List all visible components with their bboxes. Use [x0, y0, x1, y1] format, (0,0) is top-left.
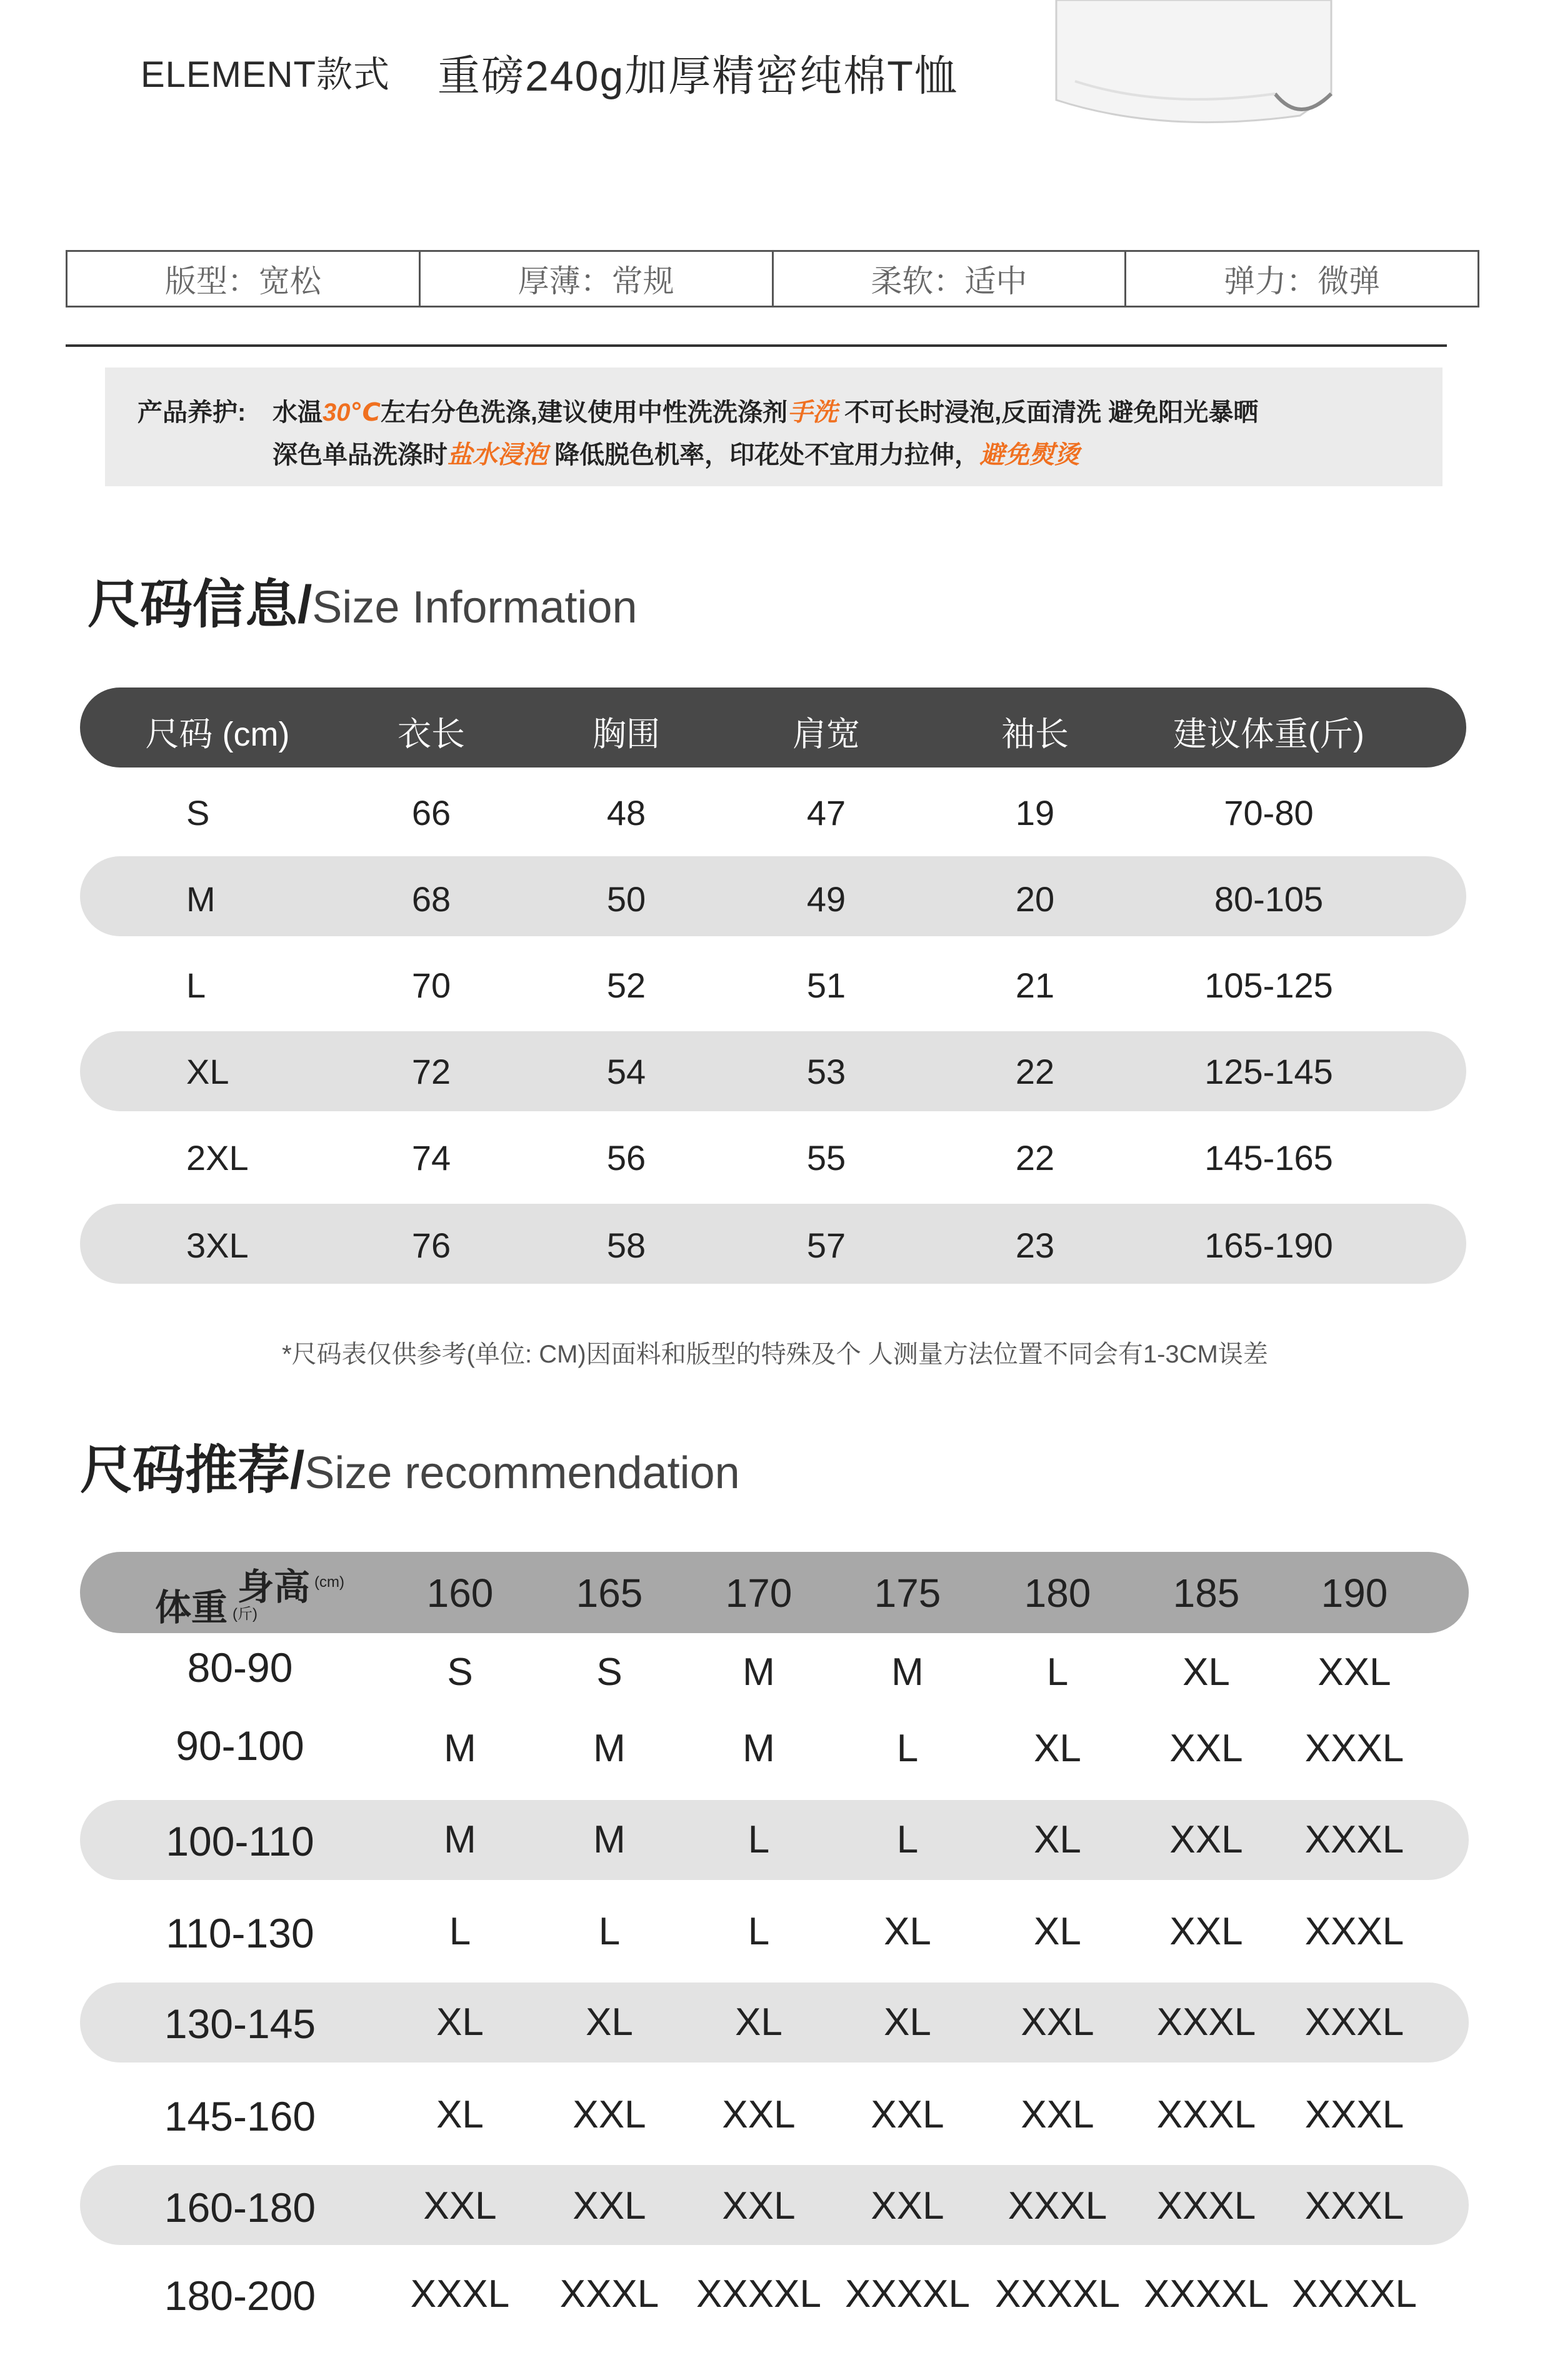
weight-unit-label: (斤)	[232, 1606, 258, 1622]
recommended-size-cell: XXXXL	[696, 2272, 821, 2316]
recommended-size-cell: XXXXL	[1292, 2272, 1417, 2316]
recommended-size-cell: L	[748, 1910, 770, 1953]
height-header-cell: 175	[874, 1571, 941, 1616]
care-text: 水温	[272, 399, 322, 426]
table-cell: 53	[806, 1052, 846, 1091]
table-cell: 52	[606, 966, 646, 1005]
care-highlight: 盐水浸泡	[448, 441, 548, 469]
table-cell: 54	[606, 1052, 646, 1091]
table-cell: 105-125	[1204, 966, 1333, 1005]
recommended-size-cell: L	[449, 1910, 471, 1953]
care-text: 降低脱色机率，印花处不宜用力拉伸，	[548, 441, 980, 469]
height-header-cell: 165	[576, 1571, 643, 1616]
table-cell: 74	[411, 1138, 451, 1178]
care-label: 产品养护:	[138, 399, 246, 426]
care-highlight: 手洗	[788, 399, 838, 426]
size-label-cell: S	[186, 793, 210, 832]
recommended-size-cell: XXL	[1021, 2001, 1094, 2044]
table-cell: 70-80	[1224, 793, 1314, 832]
recommended-size-cell: XL	[884, 2001, 931, 2044]
recommended-size-cell: XXL	[1169, 1818, 1243, 1861]
recommended-size-cell: XL	[1034, 1727, 1081, 1770]
recommended-size-cell: XXXL	[1304, 1818, 1404, 1861]
weight-range-cell: 145-160	[164, 2093, 316, 2139]
size-table-header-cell: 尺码 (cm)	[145, 716, 290, 753]
recommended-size-cell: XXL	[572, 2093, 646, 2136]
heading-slash: /	[298, 575, 312, 634]
recommended-size-cell: XL	[436, 2093, 484, 2136]
size-table-header-cell: 建议体重(斤)	[1173, 716, 1364, 753]
table-cell: 20	[1015, 879, 1055, 919]
table-cell: 66	[411, 793, 451, 832]
recommended-size-cell: XL	[884, 1910, 931, 1953]
attr-thickness: 厚薄：常规	[421, 252, 774, 306]
table-cell: 23	[1015, 1226, 1055, 1265]
recommended-size-cell: M	[891, 1651, 924, 1694]
recommended-size-cell: M	[742, 1727, 775, 1770]
height-header-cell: 185	[1172, 1571, 1240, 1616]
table-cell: 58	[606, 1226, 646, 1265]
size-label-cell: 3XL	[186, 1226, 249, 1265]
recommended-size-cell: XL	[1034, 1818, 1081, 1861]
weight-range-cell: 160-180	[164, 2184, 316, 2231]
recommended-size-cell: XXL	[1021, 2093, 1094, 2136]
product-title: 重磅240g加厚精密纯棉T恤	[438, 52, 958, 100]
recommended-size-cell: XL	[586, 2001, 633, 2044]
weight-range-cell: 100-110	[166, 1818, 314, 1864]
size-rec-heading	[80, 1428, 740, 1504]
table-cell: 56	[606, 1138, 646, 1178]
size-footnote: *尺码表仅供参考(单位: CM)因面料和版型的特殊及个 人测量方法位置不同会有1-3CM误差	[282, 1341, 1268, 1368]
height-header-cell: 170	[725, 1571, 792, 1616]
recommended-size-cell: XL	[436, 2001, 484, 2044]
recommended-size-cell: XXXL	[1304, 2093, 1404, 2136]
attr-softness: 柔软：适中	[774, 252, 1127, 306]
size-table-header-cell: 袖长	[1001, 716, 1069, 753]
table-cell: 48	[606, 793, 646, 832]
recommended-size-cell: XXXL	[1304, 2001, 1404, 2044]
weight-corner-label: 体重	[155, 1588, 228, 1628]
size-table-header-cell: 肩宽	[792, 716, 860, 753]
heading-en: Size Information	[312, 582, 638, 632]
height-header-cell: 190	[1321, 1571, 1388, 1616]
table-cell: 22	[1015, 1052, 1055, 1091]
recommended-size-cell: XXXXL	[1144, 2272, 1269, 2316]
size-label-cell: 2XL	[186, 1138, 249, 1178]
recommended-size-cell: M	[444, 1727, 476, 1770]
recommended-size-cell: XXXXL	[995, 2272, 1120, 2316]
recommended-size-cell: XXXL	[1008, 2184, 1108, 2228]
table-cell: 80-105	[1214, 879, 1324, 919]
style-label: ELEMENT款式	[141, 54, 390, 95]
recommended-size-cell: XXXL	[410, 2272, 510, 2316]
recommended-size-cell: XXL	[871, 2184, 944, 2228]
weight-range-cell: 90-100	[176, 1722, 304, 1769]
recommended-size-cell: XXL	[423, 2184, 497, 2228]
table-cell: 165-190	[1204, 1226, 1333, 1265]
size-table-header-cell: 胸围	[592, 716, 660, 753]
recommended-size-cell: XXL	[572, 2184, 646, 2228]
recommended-size-cell: XXXXL	[845, 2272, 970, 2316]
height-unit-label: (cm)	[314, 1574, 344, 1591]
table-cell: 76	[411, 1226, 451, 1265]
tshirt-image	[1038, 0, 1388, 131]
recommended-size-cell: XXXL	[1304, 1910, 1404, 1953]
recommended-size-cell: L	[748, 1818, 770, 1861]
weight-range-cell: 180-200	[164, 2272, 316, 2319]
table-cell: 21	[1015, 966, 1055, 1005]
size-info-heading	[88, 562, 638, 638]
table-cell: 19	[1015, 793, 1055, 832]
table-cell: 70	[411, 966, 451, 1005]
recommended-size-cell: L	[1046, 1651, 1069, 1694]
recommended-size-cell: XXXL	[559, 2272, 659, 2316]
recommended-size-cell: XXL	[1169, 1910, 1243, 1953]
recommended-size-cell: M	[593, 1727, 626, 1770]
recommended-size-cell: S	[447, 1651, 473, 1694]
recommended-size-cell: XXXL	[1304, 2184, 1404, 2228]
attr-fit: 版型：宽松	[68, 252, 421, 306]
weight-range-cell: 110-130	[166, 1910, 314, 1956]
heading-slash: /	[290, 1441, 305, 1499]
care-line-1	[272, 392, 1258, 428]
size-label-cell: M	[186, 879, 216, 919]
recommended-size-cell: XXXL	[1156, 2093, 1256, 2136]
table-cell: 51	[806, 966, 846, 1005]
table-cell: 57	[806, 1226, 846, 1265]
care-text: 深色单品洗涤时	[272, 441, 448, 469]
size-table-header-cell: 衣长	[398, 716, 465, 753]
height-header-cell: 160	[426, 1571, 494, 1616]
recommended-size-cell: M	[444, 1818, 476, 1861]
recommended-size-cell: XXXL	[1156, 2001, 1256, 2044]
size-label-cell: L	[186, 966, 206, 1005]
heading-en: Size recommendation	[304, 1448, 740, 1498]
recommended-size-cell: XXL	[1318, 1651, 1391, 1694]
table-cell: 50	[606, 879, 646, 919]
recommended-size-cell: S	[596, 1651, 622, 1694]
care-highlight: 避免熨烫	[979, 441, 1080, 469]
heading-cn: 尺码推荐	[80, 1441, 291, 1499]
table-cell: 47	[806, 793, 846, 832]
heading-cn: 尺码信息	[88, 575, 298, 634]
recommended-size-cell: XXL	[722, 2184, 796, 2228]
recommended-size-cell: XL	[735, 2001, 782, 2044]
table-cell: 49	[806, 879, 846, 919]
weight-range-cell: 130-145	[164, 2001, 316, 2047]
care-line-2	[272, 435, 1079, 471]
attr-elasticity: 弹力：微弹	[1224, 264, 1381, 299]
recommended-size-cell: L	[598, 1910, 621, 1953]
table-cell: 125-145	[1204, 1052, 1333, 1091]
care-notice	[105, 368, 1442, 486]
recommended-size-cell: XXL	[871, 2093, 944, 2136]
table-cell: 72	[411, 1052, 451, 1091]
recommended-size-cell: L	[896, 1727, 919, 1770]
table-cell: 22	[1015, 1138, 1055, 1178]
recommended-size-cell: M	[742, 1651, 775, 1694]
height-header-cell: 180	[1024, 1571, 1091, 1616]
recommended-size-cell: L	[896, 1818, 919, 1861]
table-cell: 145-165	[1204, 1138, 1333, 1178]
size-label-cell: XL	[186, 1052, 229, 1091]
recommended-size-cell: XL	[1182, 1651, 1230, 1694]
care-text: 不可长时浸泡,反面清洗 避免阳光暴晒	[838, 399, 1259, 426]
recommended-size-cell: XXXL	[1304, 1727, 1404, 1770]
height-corner-label: 身高	[238, 1567, 311, 1608]
table-cell: 68	[411, 879, 451, 919]
recommended-size-cell: XXXL	[1156, 2184, 1256, 2228]
table-cell: 55	[806, 1138, 846, 1178]
divider	[66, 344, 1447, 347]
recommended-size-cell: XXL	[722, 2093, 796, 2136]
recommended-size-cell: XXL	[1169, 1727, 1243, 1770]
recommended-size-cell: M	[593, 1818, 626, 1861]
weight-range-cell: 80-90	[187, 1644, 293, 1691]
care-highlight: 30℃	[322, 399, 381, 426]
recommended-size-cell: XL	[1034, 1910, 1081, 1953]
product-attributes	[66, 250, 1479, 308]
care-text: 左右分色洗涤,建议使用中性洗洗涤剂	[380, 399, 788, 426]
